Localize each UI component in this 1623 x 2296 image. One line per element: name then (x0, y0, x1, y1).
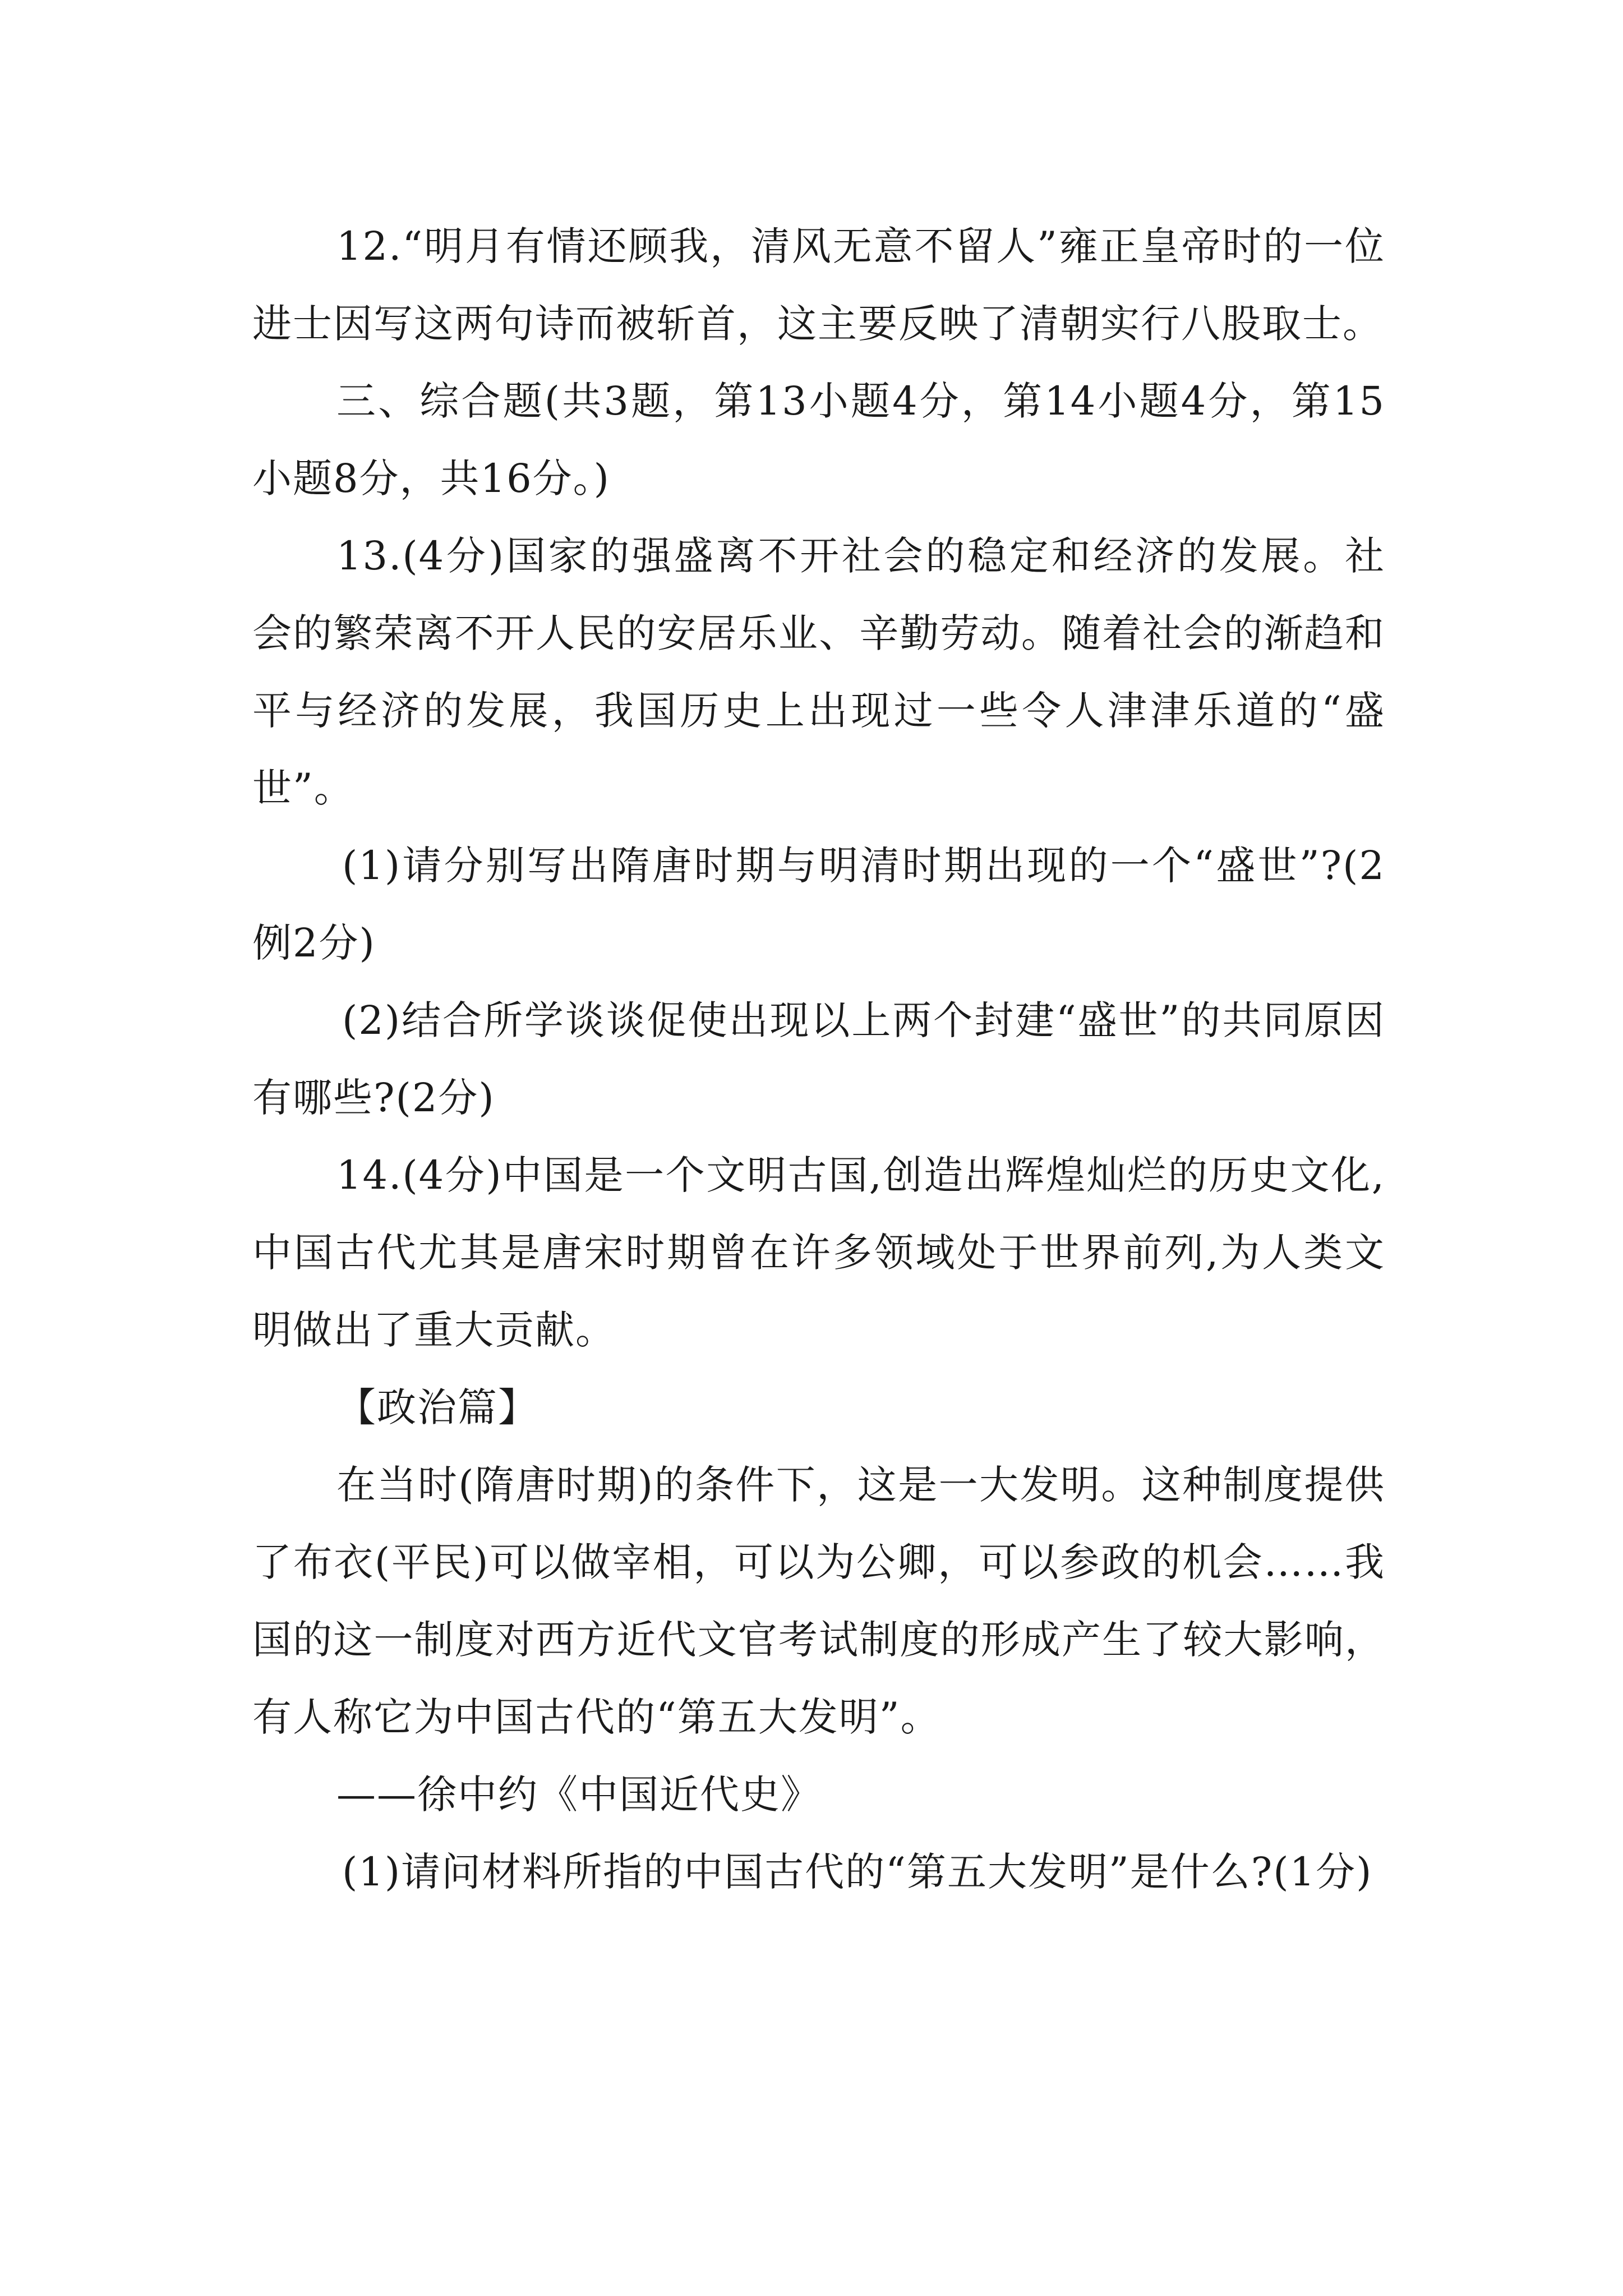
question-14-part-1: (1)请问材料所指的中国古代的“第五大发明”是什么?(1分) (342, 1849, 1373, 1895)
material-quote: 在当时(隋唐时期)的条件下，这是一大发明。这种制度提供了布衣(平民)可以做宰相，可以为公卿，可以参政的机会……我国的这一制度对西方近代文官考试制度的形成产生了较大影响，有人称它为中国古代的“第五大发明”。 (252, 1462, 1385, 1740)
section-heading-comprehensive: 三、综合题(共3题，第13小题4分，第14小题4分，第15小题8分，共16分。) (252, 378, 1385, 501)
document-page (252, 208, 1385, 1911)
material-source: ——徐中约《中国近代史》 (336, 1772, 821, 1818)
question-13-part-2: (2)结合所学谈谈促使出现以上两个封建“盛世”的共同原因有哪些?(2分) (252, 997, 1385, 1121)
question-14: 14.(4分)中国是一个文明古国,创造出辉煌灿烂的历史文化,中国古代尤其是唐宋时期曾在许多领域处于世界前列,为人类文明做出了重大贡献。 (252, 1152, 1385, 1353)
question-13: 13.(4分)国家的强盛离不开社会的稳定和经济的发展。社会的繁荣离不开人民的安居乐业、辛勤劳动。随着社会的渐趋和平与经济的发展，我国历史上出现过一些令人津津乐道的“盛世”。 (252, 533, 1385, 811)
question-13-part-1: (1)请分别写出隋唐时期与明清时期出现的一个“盛世”?(2例2分) (252, 843, 1385, 966)
question-12: 12.“明月有情还顾我，清风无意不留人”雍正皇帝时的一位进士因写这两句诗而被斩首，这主要反映了清朝实行八股取士。 (252, 223, 1385, 347)
politics-heading: 【政治篇】 (336, 1384, 538, 1430)
